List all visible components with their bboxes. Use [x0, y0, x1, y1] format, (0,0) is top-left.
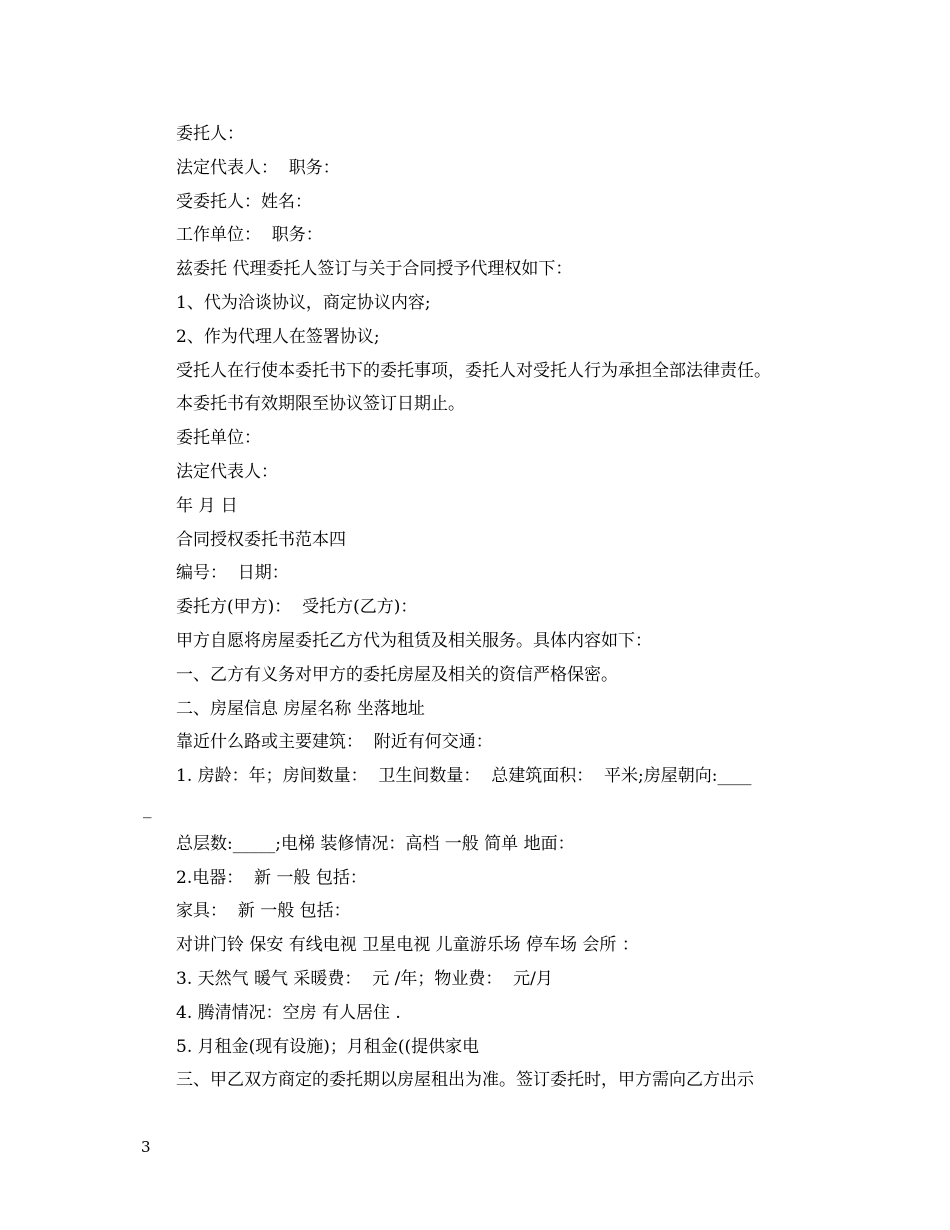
text-line: 总层数:_____;电梯 装修情况：高档 一般 简单 地面：	[176, 833, 575, 854]
text-line: 本委托书有效期限至协议签订日期止。	[176, 394, 465, 415]
text-line: 5. 月租金(现有设施)；月租金((提供家电	[176, 1036, 480, 1057]
text-line: 受托人在行使本委托书下的委托事项，委托人对受托人行为承担全部法律责任。	[176, 360, 771, 381]
text-line: 编号： 日期：	[176, 563, 289, 584]
text-line: 4. 腾清情况：空房 有人居住 .	[176, 1002, 401, 1023]
text-line: 三、甲乙双方商定的委托期以房屋租出为准。签订委托时，甲方需向乙方出示	[176, 1070, 754, 1091]
text-line: 二、房屋信息 房屋名称 坐落地址	[176, 698, 425, 719]
text-line: 家具： 新 一般 包括：	[176, 901, 351, 922]
section-title: 合同授权委托书范本四	[176, 529, 346, 550]
wrapped-underscore: _	[143, 799, 152, 819]
text-line: 受委托人：姓名：	[176, 191, 312, 212]
text-line: 1、代为洽谈协议，商定协议内容;	[176, 292, 431, 313]
text-line: 3. 天然气 暖气 采暖费： 元 /年；物业费： 元/月	[176, 968, 553, 989]
page-number: 3	[141, 1138, 151, 1156]
text-line: 委托方(甲方)： 受托方(乙方)：	[176, 597, 418, 618]
text-line: 甲方自愿将房屋委托乙方代为租赁及相关服务。具体内容如下：	[176, 630, 652, 651]
text-line: 工作单位： 职务：	[176, 225, 323, 246]
text-line: 一、乙方有义务对甲方的委托房屋及相关的资信严格保密。	[176, 664, 618, 685]
document-body	[176, 118, 876, 1098]
text-line: 对讲门铃 保安 有线电视 卫星电视 儿童游乐场 停车场 会所 ：	[176, 935, 639, 956]
text-line: 法定代表人： 职务：	[176, 157, 340, 178]
text-line: 委托人：	[176, 124, 244, 144]
text-line: 靠近什么路或主要建筑： 附近有何交通：	[176, 732, 493, 753]
text-line: 委托单位：	[176, 428, 261, 449]
text-line: 2、作为代理人在签署协议;	[176, 326, 380, 347]
text-line: 法定代表人：	[176, 461, 278, 482]
wrap-gap	[176, 794, 876, 828]
date-line: 年 月 日	[176, 495, 238, 516]
text-line: 1. 房龄：年；房间数量： 卫生间数量： 总建筑面积： 平米;房屋朝向:____	[176, 766, 752, 787]
text-line: 兹委托 代理委托人签订与关于合同授予代理权如下：	[176, 259, 573, 280]
text-line: 2.电器： 新 一般 包括：	[176, 867, 367, 888]
